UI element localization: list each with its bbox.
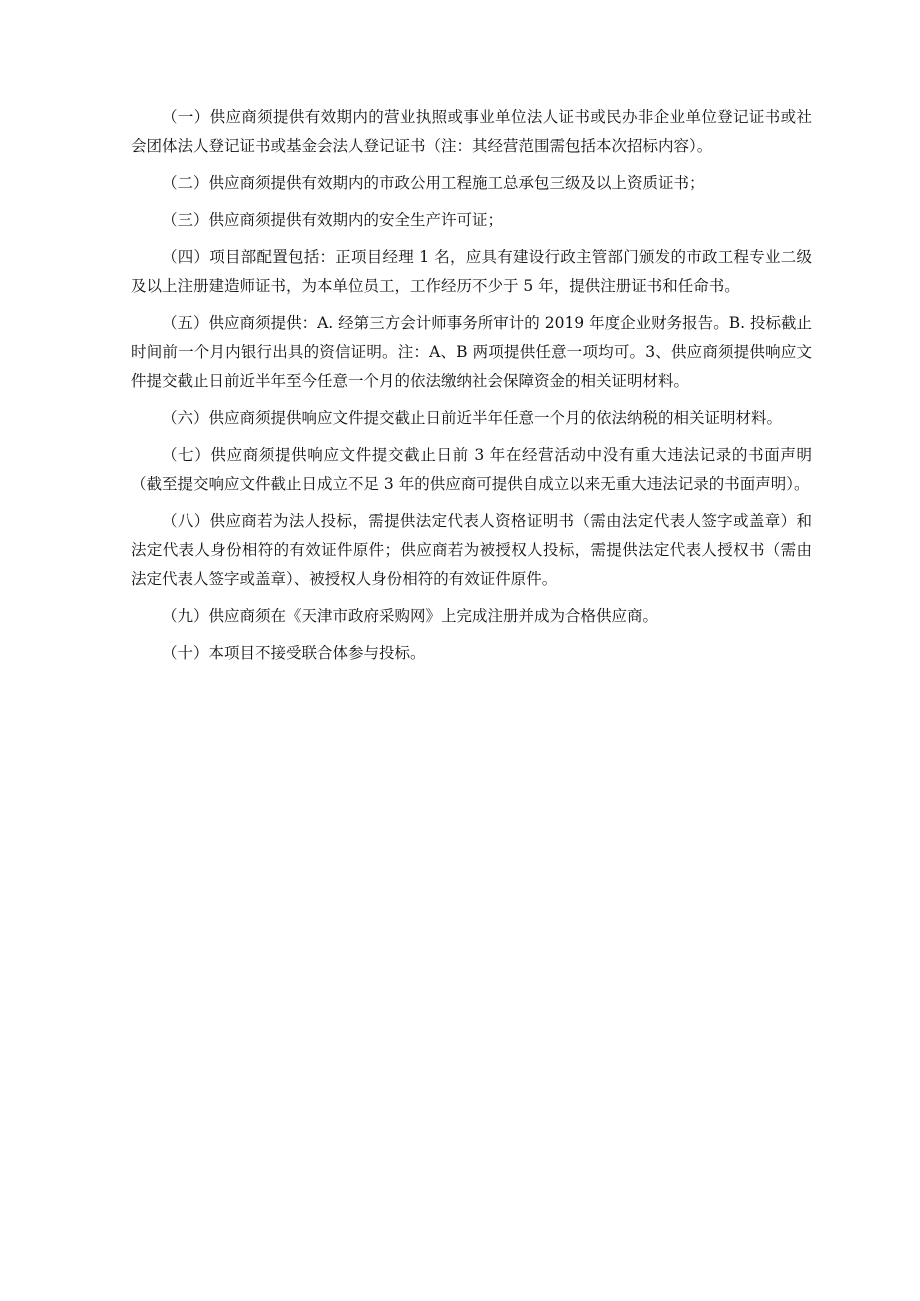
paragraph-4: （四）项目部配置包括：正项目经理 1 名，应具有建设行政主管部门颁发的市政工程专业二级及以上注册建造师证书，为本单位员工，工作经历不少于 5 年，提供注册证书和任命书。	[131, 248, 812, 295]
paragraph-2: （二）供应商须提供有效期内的市政公用工程施工总承包三级及以上资质证书；	[162, 174, 705, 192]
paragraph-9: （九）供应商须在《天津市政府采购网》上完成注册并成为合格供应商。	[162, 607, 659, 625]
paragraph-3: （三）供应商须提供有效期内的安全生产许可证；	[162, 211, 504, 229]
paragraph-5: （五）供应商须提供：A. 经第三方会计师事务所审计的 2019 年度企业财务报告。B. 投标截止时间前一个月内银行出具的资信证明。注：A、B 两项提供任意一项均可。3、供应商须提供响应文件提交截止日前近半年至今任意一个月的依法缴纳社会保障资金的相关证明材料。	[131, 314, 812, 390]
document-body	[131, 103, 812, 676]
paragraph-10: （十）本项目不接受联合体参与投标。	[162, 644, 426, 662]
paragraph-1: （一）供应商须提供有效期内的营业执照或事业单位法人证书或民办非企业单位登记证书或社会团体法人登记证书或基金会法人登记证书（注：其经营范围需包括本次招标内容）。	[131, 108, 812, 155]
paragraph-7: （七）供应商须提供响应文件提交截止日前 3 年在经营活动中没有重大违法记录的书面声明（截至提交响应文件截止日成立不足 3 年的供应商可提供自成立以来无重大违法记录的书面声明）。	[131, 446, 812, 493]
paragraph-8: （八）供应商若为法人投标，需提供法定代表人资格证明书（需由法定代表人签字或盖章）和法定代表人身份相符的有效证件原件；供应商若为被授权人投标，需提供法定代表人授权书（需由法定代表人签字或盖章）、被授权人身份相符的有效证件原件。	[131, 512, 812, 588]
paragraph-6: （六）供应商须提供响应文件提交截止日前近半年任意一个月的依法纳税的相关证明材料。	[162, 409, 783, 427]
